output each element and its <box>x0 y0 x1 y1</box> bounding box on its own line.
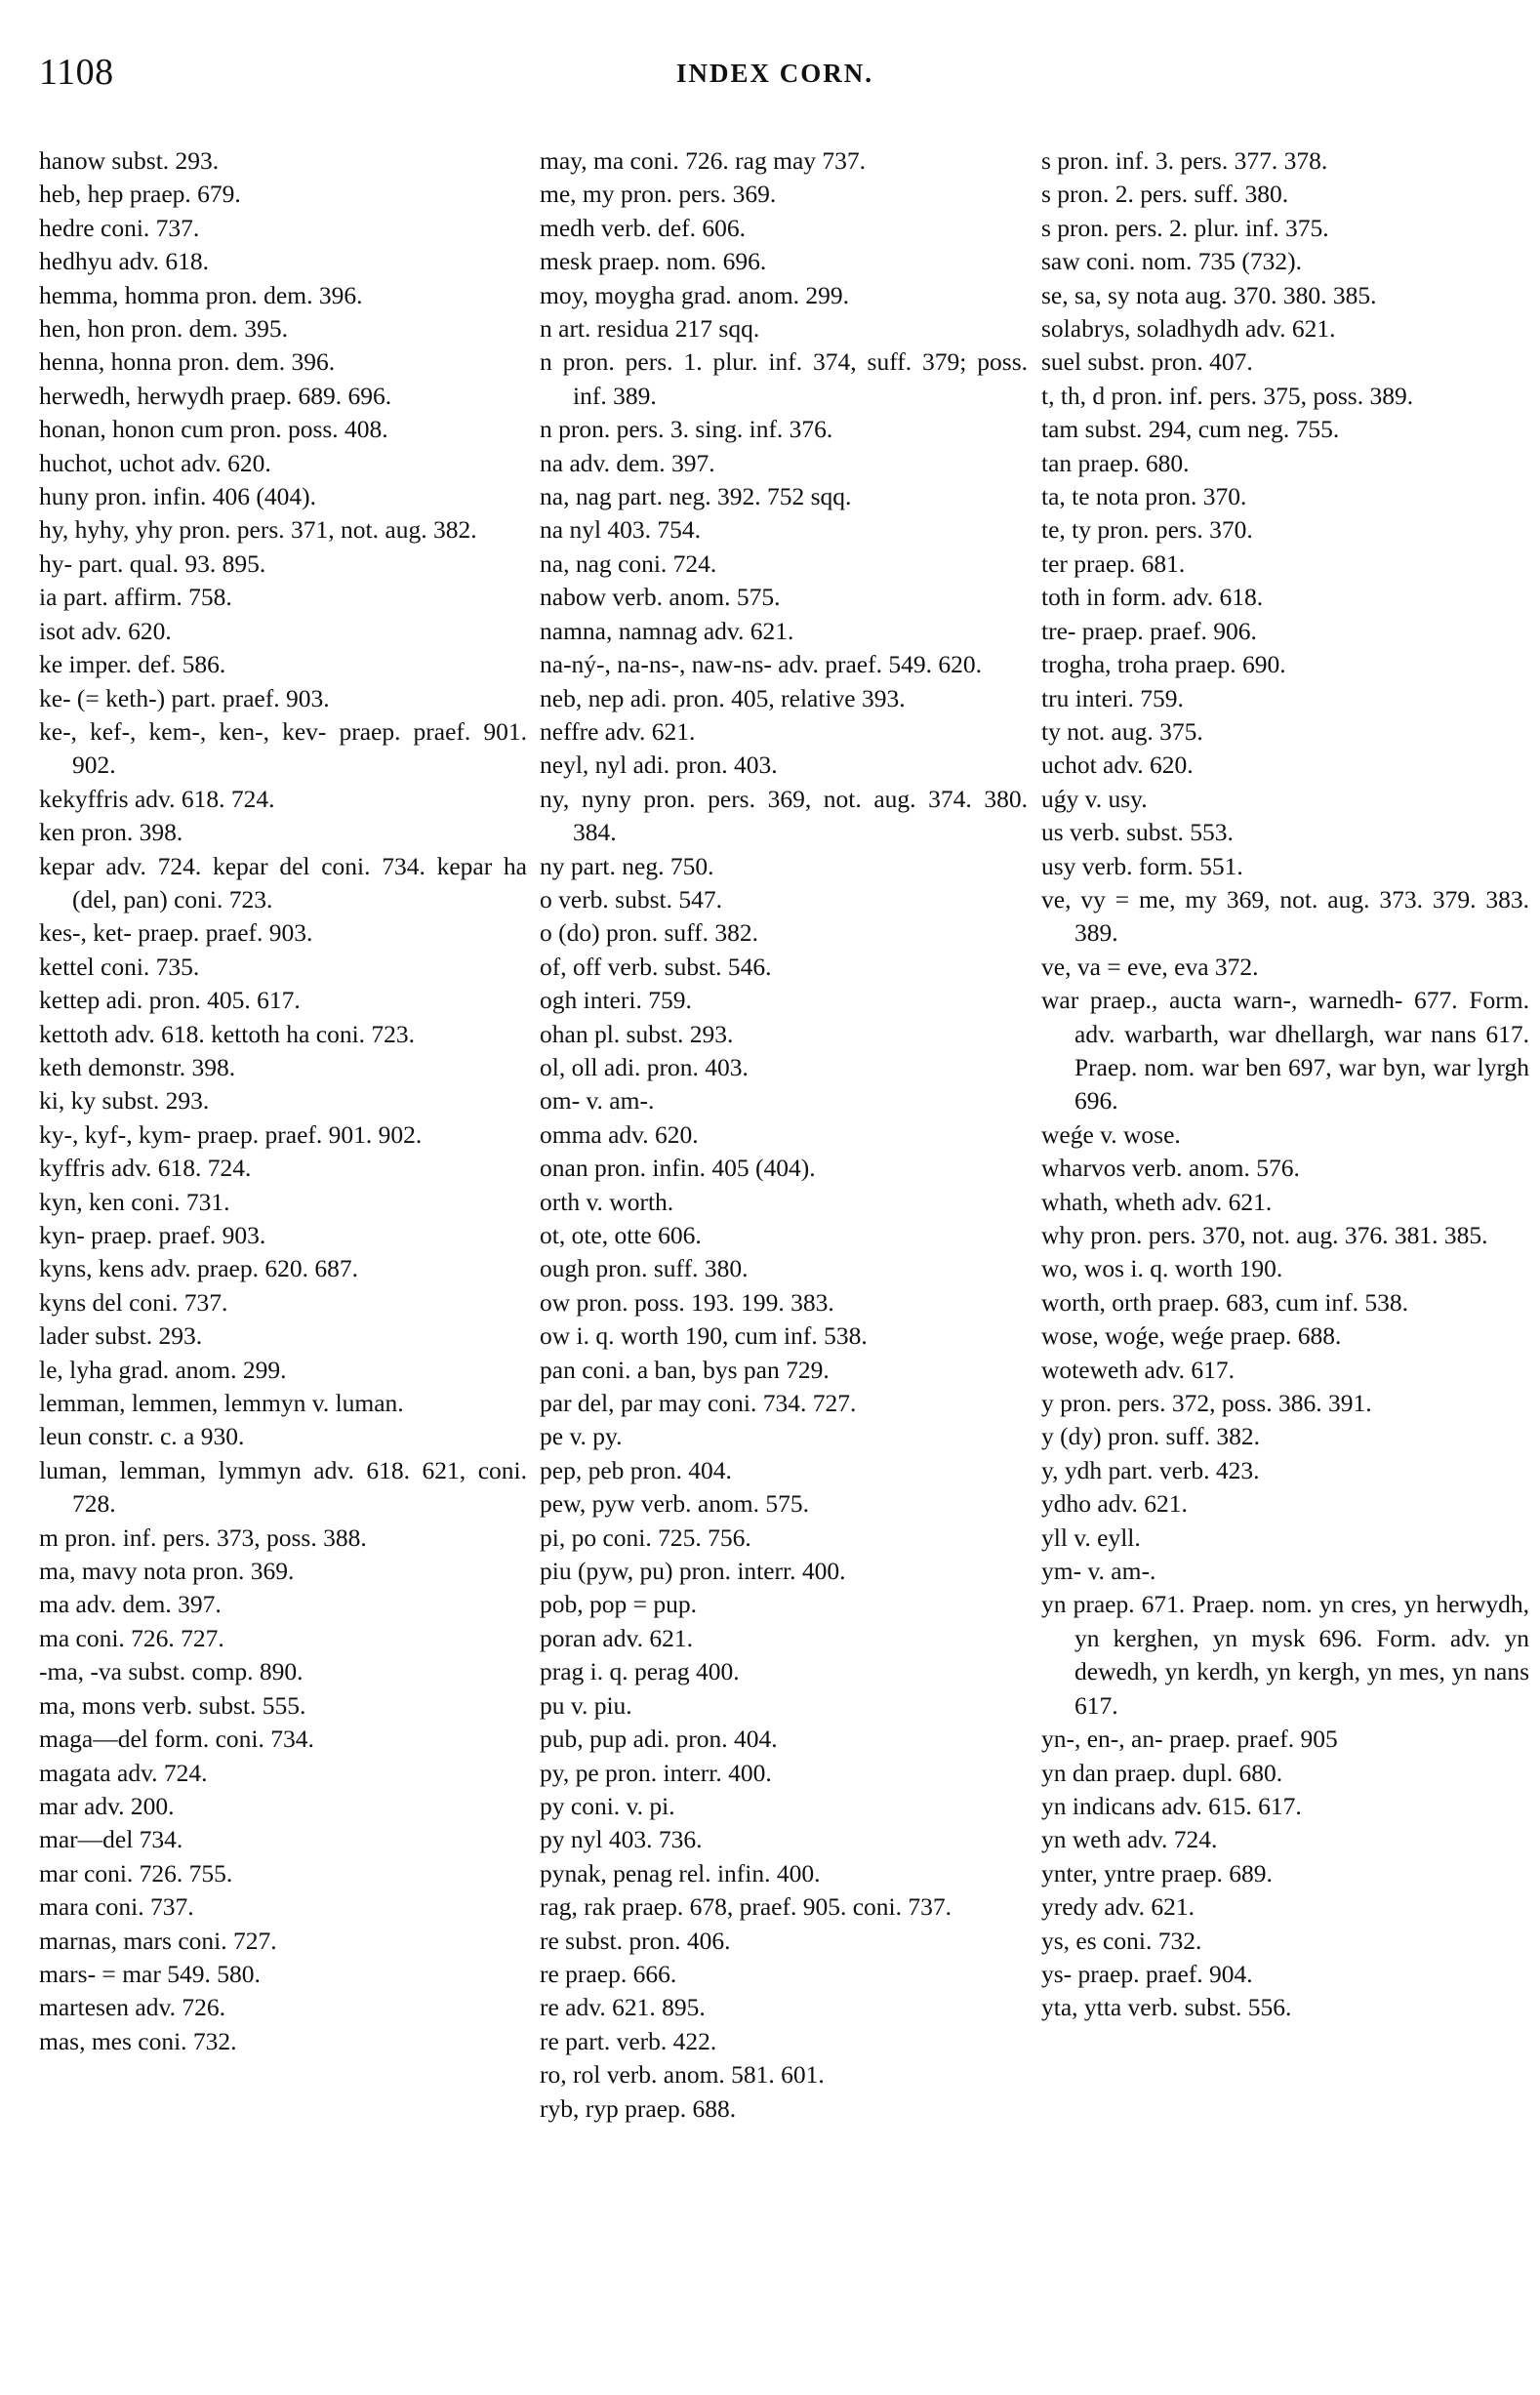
index-entry: nabow verb. anom. 575. <box>540 583 781 612</box>
index-entry: omma adv. 620. <box>540 1119 699 1149</box>
index-entry: hedre coni. 737. <box>39 213 200 242</box>
index-entry: ma adv. dem. 397. <box>39 1590 222 1619</box>
running-title: INDEX CORN. <box>675 59 873 88</box>
index-entry: na nyl 403. 754. <box>540 515 702 545</box>
index-entry: luman, lemman, lymmyn adv. 618. 621, coni. 728. <box>39 1455 527 1519</box>
index-entry: om- v. am-. <box>540 1086 655 1116</box>
index-entry: ty not. aug. 375. <box>1041 716 1203 746</box>
index-entry: ken pron. 398. <box>39 818 183 847</box>
index-entry: mesk praep. nom. 696. <box>540 247 767 276</box>
index-entry: huny pron. infin. 406 (404). <box>39 482 317 511</box>
index-entry: trogha, troha praep. 690. <box>1041 650 1286 679</box>
index-entry: pob, pop = pup. <box>540 1590 698 1619</box>
index-entry: tre- praep. praef. 906. <box>1041 616 1257 645</box>
index-entry: moy, moygha grad. anom. 299. <box>540 280 850 309</box>
page-number: 1108 <box>39 52 114 93</box>
index-entry: mar adv. 200. <box>39 1791 175 1820</box>
index-entry: wo, wos i. q. worth 190. <box>1041 1254 1283 1283</box>
index-entry: lemman, lemmen, lemmyn v. luman. <box>39 1389 404 1418</box>
index-entry: ma, mavy nota pron. 369. <box>39 1557 295 1586</box>
index-entry: tan praep. 680. <box>1041 448 1190 477</box>
index-column-2 <box>540 144 1028 2126</box>
index-entry: ydho adv. 621. <box>1041 1489 1188 1519</box>
index-entry: mar coni. 726. 755. <box>39 1858 233 1888</box>
index-entry: ia part. affirm. 758. <box>39 583 232 612</box>
index-entry: neyl, nyl adi. pron. 403. <box>540 751 778 780</box>
index-entry: pew, pyw verb. anom. 575. <box>540 1489 809 1519</box>
index-entry: orth v. worth. <box>540 1187 674 1216</box>
index-entry: m pron. inf. pers. 373, poss. 388. <box>39 1522 367 1552</box>
index-entry: kepar adv. 724. kepar del coni. 734. kepar ha (del, pan) coni. 723. <box>39 851 527 913</box>
index-entry: y pron. pers. 372, poss. 386. 391. <box>1041 1389 1372 1418</box>
index-entry: wharvos verb. anom. 576. <box>1041 1154 1300 1183</box>
index-entry: us verb. subst. 553. <box>1041 818 1234 847</box>
index-entry: may, ma coni. 726. rag may 737. <box>540 146 867 175</box>
index-entry: o verb. subst. 547. <box>540 884 722 913</box>
index-entry: yn praep. 671. Praep. nom. yn cres, yn herwydh, yn kerghen, yn mysk 696. Form. adv. yn dewedh, yn kerdh, yn kergh, yn mes, yn nans 617. <box>1041 1590 1529 1720</box>
index-entry: marnas, mars coni. 727. <box>39 1926 277 1955</box>
index-entry: mars- = mar 549. 580. <box>39 1959 261 1988</box>
index-entry: whath, wheth adv. 621. <box>1041 1187 1273 1216</box>
index-column-1 <box>39 144 527 2058</box>
index-entry: mas, mes coni. 732. <box>39 2026 237 2055</box>
index-entry: t, th, d pron. inf. pers. 375, poss. 389. <box>1041 381 1414 410</box>
index-entry: tru interi. 759. <box>1041 683 1184 712</box>
index-entry: kyn- praep. praef. 903. <box>39 1221 266 1249</box>
index-entry: s pron. pers. 2. plur. inf. 375. <box>1041 213 1329 242</box>
index-entry: namna, namnag adv. 621. <box>540 616 794 645</box>
index-entry: kekyffris adv. 618. 724. <box>39 784 275 813</box>
index-entry: yn-, en-, an- praep. praef. 905 <box>1041 1725 1338 1754</box>
index-entry: ynter, yntre praep. 689. <box>1041 1858 1273 1888</box>
index-entry: honan, honon cum pron. poss. 408. <box>39 415 388 444</box>
index-entry: kettoth adv. 618. kettoth ha coni. 723. <box>39 1019 416 1048</box>
index-entry: ys, es coni. 732. <box>1041 1926 1202 1955</box>
index-entry: neb, nep adi. pron. 405, relative 393. <box>540 683 906 712</box>
index-entry: saw coni. nom. 735 (732). <box>1041 247 1303 276</box>
index-entry: usy verb. form. 551. <box>1041 851 1243 880</box>
index-entry: yll v. eyll. <box>1041 1522 1141 1552</box>
index-entry: na adv. dem. 397. <box>540 448 715 477</box>
index-entry: ve, vy = me, my 369, not. aug. 373. 379. 383. 389. <box>1041 884 1529 948</box>
index-entry: s pron. inf. 3. pers. 377. 378. <box>1041 146 1328 175</box>
index-entry: kyffris adv. 618. 724. <box>39 1154 252 1183</box>
index-columns <box>39 144 1529 2370</box>
index-entry: py nyl 403. 736. <box>540 1825 703 1854</box>
index-entry: kettep adi. pron. 405. 617. <box>39 986 301 1015</box>
index-entry: ro, rol verb. anom. 581. 601. <box>540 2060 825 2090</box>
index-entry: mar—del 734. <box>39 1825 183 1854</box>
index-entry: huchot, uchot adv. 620. <box>39 448 271 477</box>
index-entry: n art. residua 217 sqq. <box>540 314 760 344</box>
index-entry: heb, hep praep. 679. <box>39 180 241 209</box>
index-entry: ow pron. poss. 193. 199. 383. <box>540 1287 834 1317</box>
index-entry: re praep. 666. <box>540 1959 677 1988</box>
index-entry: na, nag part. neg. 392. 752 sqq. <box>540 482 852 511</box>
index-entry: ogh interi. 759. <box>540 986 692 1015</box>
index-entry: lader subst. 293. <box>39 1321 203 1351</box>
index-entry: weǵe v. wose. <box>1041 1119 1181 1149</box>
index-entry: y (dy) pron. suff. 382. <box>1041 1422 1261 1451</box>
index-entry: yn indicans adv. 615. 617. <box>1041 1791 1302 1820</box>
index-column-3 <box>1041 144 1529 2025</box>
index-entry: hanow subst. 293. <box>39 146 220 175</box>
index-entry: kyns, kens adv. praep. 620. 687. <box>39 1254 358 1283</box>
index-entry: pi, po coni. 725. 756. <box>540 1522 751 1552</box>
index-entry: uǵy v. usy. <box>1041 784 1148 813</box>
index-entry: ny, nyny pron. pers. 369, not. aug. 374. 380. 384. <box>540 784 1028 847</box>
index-entry: kes-, ket- praep. praef. 903. <box>39 918 313 948</box>
index-entry: martesen adv. 726. <box>39 1993 225 2022</box>
index-entry: hy, hyhy, yhy pron. pers. 371, not. aug. 382. <box>39 515 477 545</box>
page-header <box>39 51 1511 109</box>
index-entry: -ma, -va subst. comp. 890. <box>39 1657 304 1686</box>
index-entry: medh verb. def. 606. <box>540 213 747 242</box>
index-entry: onan pron. infin. 405 (404). <box>540 1154 816 1183</box>
index-entry: ke- (= keth-) part. praef. 903. <box>39 683 330 712</box>
index-entry: yta, ytta verb. subst. 556. <box>1041 1993 1292 2022</box>
index-entry: na, nag coni. 724. <box>540 548 717 578</box>
index-entry: ot, ote, otte 606. <box>540 1221 702 1249</box>
index-entry: ta, te nota pron. 370. <box>1041 482 1247 511</box>
index-entry: why pron. pers. 370, not. aug. 376. 381. 385. <box>1041 1221 1488 1249</box>
index-entry: piu (pyw, pu) pron. interr. 400. <box>540 1557 846 1586</box>
index-entry: worth, orth praep. 683, cum inf. 538. <box>1041 1287 1409 1317</box>
index-entry: pu v. piu. <box>540 1690 632 1720</box>
index-entry: pynak, penag rel. infin. 400. <box>540 1858 821 1888</box>
index-entry: of, off verb. subst. 546. <box>540 952 772 981</box>
index-entry: na-ný-, na-ns-, naw-ns- adv. praef. 549. 620. <box>540 650 982 679</box>
index-entry: hy- part. qual. 93. 895. <box>39 548 266 578</box>
index-entry: ma, mons verb. subst. 555. <box>39 1690 306 1720</box>
index-entry: o (do) pron. suff. 382. <box>540 918 759 948</box>
index-entry: pep, peb pron. 404. <box>540 1455 732 1484</box>
index-entry: ol, oll adi. pron. 403. <box>540 1052 749 1081</box>
index-entry: toth in form. adv. 618. <box>1041 583 1264 612</box>
index-entry: ys- praep. praef. 904. <box>1041 1959 1253 1988</box>
index-entry: py coni. v. pi. <box>540 1791 675 1820</box>
index-entry: hedhyu adv. 618. <box>39 247 209 276</box>
index-entry: n pron. pers. 1. plur. inf. 374, suff. 379; poss. inf. 389. <box>540 347 1028 410</box>
index-entry: leun constr. c. a 930. <box>39 1422 245 1451</box>
index-entry: s pron. 2. pers. suff. 380. <box>1041 180 1289 209</box>
index-entry: wose, woǵe, weǵe praep. 688. <box>1041 1321 1342 1351</box>
index-entry: rag, rak praep. 678, praef. 905. coni. 737. <box>540 1892 952 1922</box>
index-entry: henna, honna pron. dem. 396. <box>39 347 336 377</box>
index-entry: poran adv. 621. <box>540 1623 693 1652</box>
index-entry: ny part. neg. 750. <box>540 851 714 880</box>
index-entry: herwedh, herwydh praep. 689. 696. <box>39 381 392 410</box>
index-entry: yn dan praep. dupl. 680. <box>1041 1758 1283 1787</box>
index-entry: kettel coni. 735. <box>39 952 200 981</box>
index-entry: hen, hon pron. dem. 395. <box>39 314 288 344</box>
index-entry: mara coni. 737. <box>39 1892 194 1922</box>
index-entry: n pron. pers. 3. sing. inf. 376. <box>540 415 833 444</box>
index-entry: pan coni. a ban, bys pan 729. <box>540 1355 830 1384</box>
index-entry: ma coni. 726. 727. <box>39 1623 224 1652</box>
index-entry: py, pe pron. interr. 400. <box>540 1758 772 1787</box>
index-entry: y, ydh part. verb. 423. <box>1041 1455 1260 1484</box>
index-entry: re subst. pron. 406. <box>540 1926 731 1955</box>
index-entry: ter praep. 681. <box>1041 548 1186 578</box>
index-entry: ve, va = eve, eva 372. <box>1041 952 1259 981</box>
index-entry: ke imper. def. 586. <box>39 650 226 679</box>
index-entry: prag i. q. perag 400. <box>540 1657 740 1686</box>
index-entry: keth demonstr. 398. <box>39 1052 236 1081</box>
index-entry: magata adv. 724. <box>39 1758 208 1787</box>
index-entry: le, lyha grad. anom. 299. <box>39 1355 287 1384</box>
index-entry: pe v. py. <box>540 1422 623 1451</box>
index-entry: neffre adv. 621. <box>540 716 696 746</box>
index-entry: ough pron. suff. 380. <box>540 1254 749 1283</box>
index-entry: ke-, kef-, kem-, ken-, kev- praep. praef. 901. 902. <box>39 716 527 780</box>
index-entry: ym- v. am-. <box>1041 1557 1156 1586</box>
index-entry: kyns del coni. 737. <box>39 1287 228 1317</box>
index-entry: yredy adv. 621. <box>1041 1892 1195 1922</box>
index-entry: solabrys, soladhydh adv. 621. <box>1041 314 1336 344</box>
index-entry: re part. verb. 422. <box>540 2026 717 2055</box>
index-entry: uchot adv. 620. <box>1041 751 1194 780</box>
index-entry: ki, ky subst. 293. <box>39 1086 210 1116</box>
index-entry: me, my pron. pers. 369. <box>540 180 777 209</box>
index-entry: war praep., aucta warn-, warnedh- 677. Form. adv. warbarth, war dhellargh, war nans 617. Praep. nom. war ben 697, war byn, war lyrgh 696. <box>1041 986 1529 1116</box>
index-entry: ryb, ryp praep. 688. <box>540 2093 737 2123</box>
index-entry: hemma, homma pron. dem. 396. <box>39 280 363 309</box>
index-entry: pub, pup adi. pron. 404. <box>540 1725 778 1754</box>
index-entry: ohan pl. subst. 293. <box>540 1019 734 1048</box>
index-entry: maga—del form. coni. 734. <box>39 1725 314 1754</box>
index-entry: tam subst. 294, cum neg. 755. <box>1041 415 1340 444</box>
index-entry: se, sa, sy nota aug. 370. 380. 385. <box>1041 280 1377 309</box>
index-entry: woteweth adv. 617. <box>1041 1355 1236 1384</box>
index-entry: ow i. q. worth 190, cum inf. 538. <box>540 1321 868 1351</box>
index-entry: par del, par may coni. 734. 727. <box>540 1389 857 1418</box>
index-entry: re adv. 621. 895. <box>540 1993 706 2022</box>
index-entry: ky-, kyf-, kym- praep. praef. 901. 902. <box>39 1119 423 1149</box>
index-entry: isot adv. 620. <box>39 616 172 645</box>
index-entry: yn weth adv. 724. <box>1041 1825 1218 1854</box>
index-entry: suel subst. pron. 407. <box>1041 347 1253 377</box>
index-entry: te, ty pron. pers. 370. <box>1041 515 1253 545</box>
index-entry: kyn, ken coni. 731. <box>39 1187 230 1216</box>
